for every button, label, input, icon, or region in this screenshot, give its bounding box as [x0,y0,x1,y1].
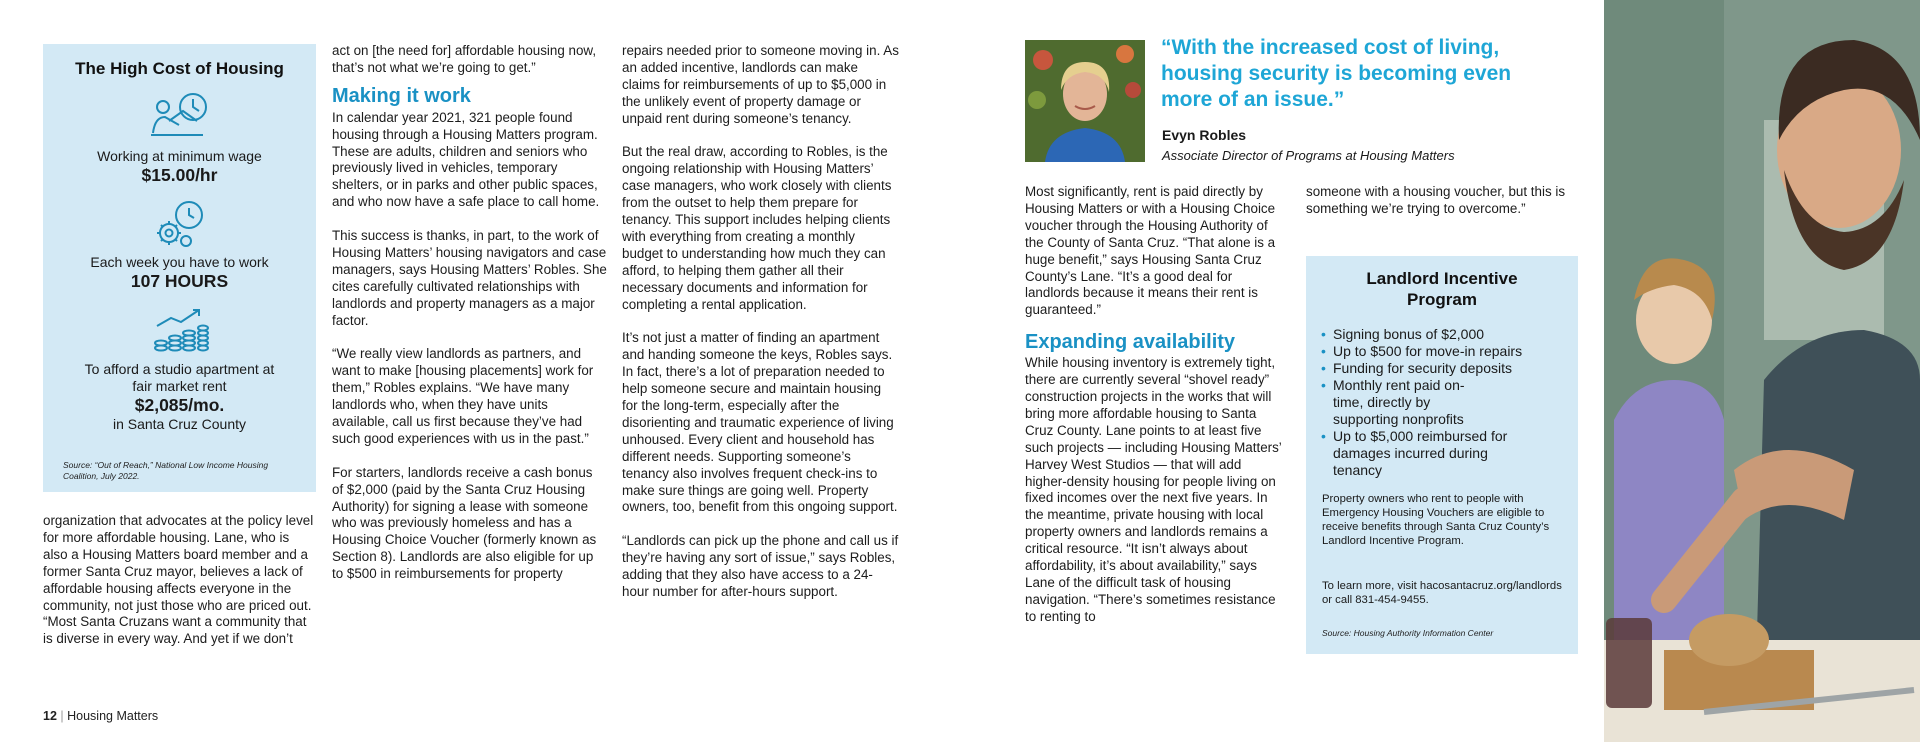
col3-paragraph: repairs needed prior to someone moving in. As an added incentive, landlords can make claims for reimbursements of up to $5,000 in the unlikely event of property damage or unpaid rent during someone’s tenancy. [622,43,899,126]
list-item: • Up to $5,000 reimbursed for damages incurred during tenancy [1321,428,1533,479]
col2-lead: act on [the need for] affordable housing now, that’s not what we’re going to get.” [332,43,597,75]
list-item: • Monthly rent paid on-time, directly by supporting nonprofits [1321,377,1483,428]
coins-growth-icon [151,306,209,358]
quote-author-name: Evyn Robles [1162,127,1247,143]
col4-paragraph: Most significantly, rent is paid directly by Housing Matters or with a Housing Choice voucher through the Housing Authority of the County of Santa Cruz. “That alone is a huge benefit,” says Housing Santa Cruz County’s Lane. “It’s a good deal for landlords because it means their rent is guaranteed.” [1025,184,1276,318]
incentive-contact: To learn more, visit hacosantacruz.org/landlords or call 831-454-9455. [1322,580,1562,606]
pull-quote: “With the increased cost of living, housing security is becoming even more of an issue.” [1161,36,1512,111]
cost-sidebar [43,44,316,492]
col2-paragraph: For starters, landlords receive a cash bonus of $2,000 (paid by the Santa Cruz Housing Authority) for signing a lease with someone who was previously homeless and has a Housing Choice Voucher (formerly known as Section 8). Landlords are also eligible for up to $500 in reimbursements for property [332,464,597,582]
col4 [1025,184,1283,626]
col2-paragraph: “We really view landlords as partners, and want to make [housing placements] work for them,” Robles explains. “We have many landlords who, when they have units available, call us first because they’ve had such good experiences with us in the past.” [332,346,594,446]
col3-paragraph: “Landlords can pick up the phone and call us if they’re having any sort of issue,” says Robles, adding that they also have access to a 24-hour number for after-hours support. [622,533,899,599]
worker-laptop-clock-icon [149,91,211,143]
wage-label: Working at minimum wage [97,148,262,164]
list-item: • Funding for security deposits [1321,360,1571,377]
studio-label-line1: To afford a studio apartment at [84,361,275,377]
incentive-source: Source: Housing Authority Information Center [1322,628,1494,638]
incentive-list [1321,326,1571,479]
cost-sidebar-title: The High Cost of Housing [75,59,284,78]
studio-rent-value: $2,085/mo. [134,395,225,415]
studio-location: in Santa Cruz County [112,416,247,432]
col3-paragraph: It’s not just a matter of finding an apartment and handing someone the keys, Robles says. In fact, there’s a lot of preparation needed to help someone secure and maintain housing for the long-term, especially after the disorienting and traumatic experience of living unhoused. Every client and household has different needs. Supporting someone’s tenancy also involves frequent check-ins to make sure things are going well. Property owners, too, benefit from this ongoing support. [622,330,898,515]
work-hours-label: Each week you have to work [90,254,269,270]
cost-sidebar-source: Source: “Out of Reach,” National Low Income Housing Coalition, July 2022. [63,460,269,481]
col5-text: someone with a housing voucher, but this is something we’re trying to overcome.” [1306,184,1566,216]
col2 [332,43,607,583]
list-item: • Up to $500 for move-in repairs [1321,343,1571,360]
work-hours-value: 107 HOURS [130,271,229,291]
list-item: • Signing bonus of $2,000 [1321,326,1571,343]
col4-paragraph: While housing inventory is extremely tight, there are currently several “shovel ready” construction projects in the works that will bring more affordable housing to Santa Cruz County. Lane points to at least five such projects — including Housing Matters’ Harvey West Studios — that will add higher-density housing for people living on fixed incomes over the next five years. In the meantime, private housing with local property owners and landlords remains a critical resource. “It isn’t always about affordability, it’s about availability,” says Lane of the difficult task of housing navigation. “There’s sometimes resistance to renting to [1025,355,1282,624]
publication-name: Housing Matters [67,709,159,723]
gears-clock-icon [151,199,209,251]
studio-label-line2: fair market rent [132,378,227,394]
incentive-note: Property owners who rent to people with Emergency Housing Vouchers are eligible to receive benefits through Santa Cruz County’s Landlord Incentive Program. [1322,493,1550,547]
footer-divider: | [60,709,68,723]
col2-paragraph: This success is thanks, in part, to the work of Housing Matters’ housing navigators and case managers, says Housing Matters’ Robles. She cites carefully cultivated relationships with landlords and property managers as a major factor. [332,228,607,328]
page-number: 12 [43,709,57,723]
col1-text: organization that advocates at the policy level for more affordable housing. Lane, who is also a Housing Matters board member and a former Santa Cruz mayor, believes a lack of affordable housing affects everyone in the community, not just those who are priced out. “Most Santa Cruzans want a community that is diverse in every way. And yet if we don’t [43,513,314,647]
col3 [622,43,899,601]
portrait-photo [1025,40,1145,162]
col3-paragraph: But the real draw, according to Robles, is the ongoing relationship with Housing Matters’ case managers, who work closely with clients from the outset to help them prepare for tenancy. This support includes helping clients with everything from creating a monthly budget to understanding how much they can afford, to helping them gather all their necessary documents and information for completing a rental application. [622,144,892,312]
quote-author-role: Associate Director of Programs at Housing Matters [1162,148,1455,163]
col2-paragraph: In calendar year 2021, 321 people found housing through a Housing Matters program. These are adults, children and seniors who previously lived in vehicles, temporary shelters, or in parks and other public spaces, and who now have a safe place to call home. [332,109,600,210]
landlord-incentive-sidebar [1306,256,1578,654]
section-heading-making-it-work: Making it work [332,84,471,107]
section-heading-expanding-availability: Expanding availability [1025,331,1236,354]
page-footer [43,709,158,723]
wage-value: $15.00/hr [141,165,218,185]
kitchen-photo [1604,0,1920,742]
incentive-sidebar-title: Landlord Incentive Program [1366,269,1518,309]
